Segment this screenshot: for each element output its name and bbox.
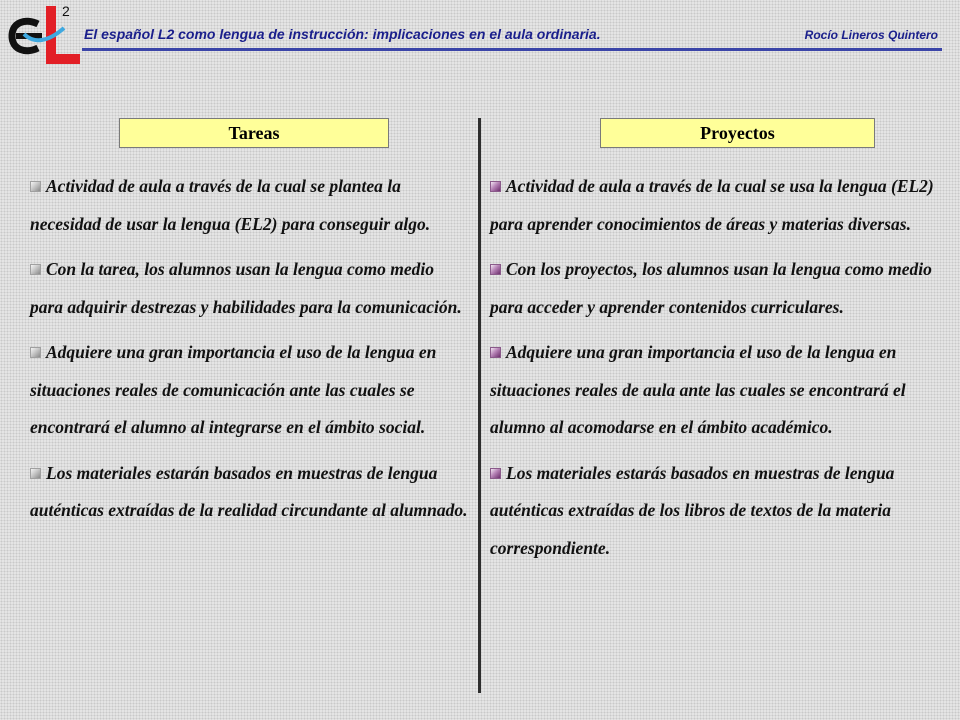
- list-item-text: Actividad de aula a través de la cual se plantea la necesidad de usar la lengua (EL2) para conseguir algo.: [30, 176, 431, 234]
- column-divider: [478, 118, 481, 693]
- grey-square-bullet-icon: [30, 264, 41, 275]
- list-item: [490, 251, 952, 326]
- list-item: [30, 334, 470, 447]
- list-item-text: Adquiere una gran importancia el uso de la lengua en situaciones reales de aula ante las cuales se encontrará el alumno al acomodarse en el ámbito académico.: [490, 342, 906, 437]
- heading-proyectos: Proyectos: [600, 118, 875, 148]
- list-item: [30, 455, 470, 530]
- tareas-list: [30, 168, 470, 538]
- list-item: [30, 168, 470, 243]
- purple-square-bullet-icon: [490, 347, 501, 358]
- list-item-text: Adquiere una gran importancia el uso de la lengua en situaciones reales de comunicación ante las cuales se encontrará el alumno al integrarse en el ámbito social.: [30, 342, 437, 437]
- proyectos-list: [490, 168, 952, 575]
- list-item: [490, 455, 952, 568]
- grey-square-bullet-icon: [30, 347, 41, 358]
- logo-superscript: 2: [62, 3, 70, 19]
- author-name: Rocío Lineros Quintero: [804, 28, 938, 42]
- list-item: [490, 168, 952, 243]
- purple-square-bullet-icon: [490, 264, 501, 275]
- grey-square-bullet-icon: [30, 181, 41, 192]
- purple-square-bullet-icon: [490, 181, 501, 192]
- list-item: [490, 334, 952, 447]
- list-item-text: Los materiales estarás basados en muestras de lengua auténticas extraídas de los libros de textos de la materia correspondiente.: [490, 462, 895, 558]
- list-item: [30, 251, 470, 326]
- ele2-logo: [8, 0, 82, 72]
- header-divider: [82, 48, 942, 51]
- purple-square-bullet-icon: [490, 468, 501, 479]
- list-item-text: Los materiales estarán basados en muestras de lengua auténticas extraídas de la realidad circundante al alumnado.: [30, 462, 468, 520]
- list-item-text: Actividad de aula a través de la cual se usa la lengua (EL2) para aprender conocimientos de áreas y materias diversas.: [490, 176, 934, 234]
- list-item-text: Con la tarea, los alumnos usan la lengua como medio para adquirir destrezas y habilidades para la comunicación.: [30, 259, 462, 317]
- heading-tareas: Tareas: [119, 118, 389, 148]
- grey-square-bullet-icon: [30, 468, 41, 479]
- list-item-text: Con los proyectos, los alumnos usan la lengua como medio para acceder y aprender contenidos curriculares.: [490, 259, 932, 317]
- presentation-title: El español L2 como lengua de instrucción: implicaciones en el aula ordinaria.: [84, 26, 601, 42]
